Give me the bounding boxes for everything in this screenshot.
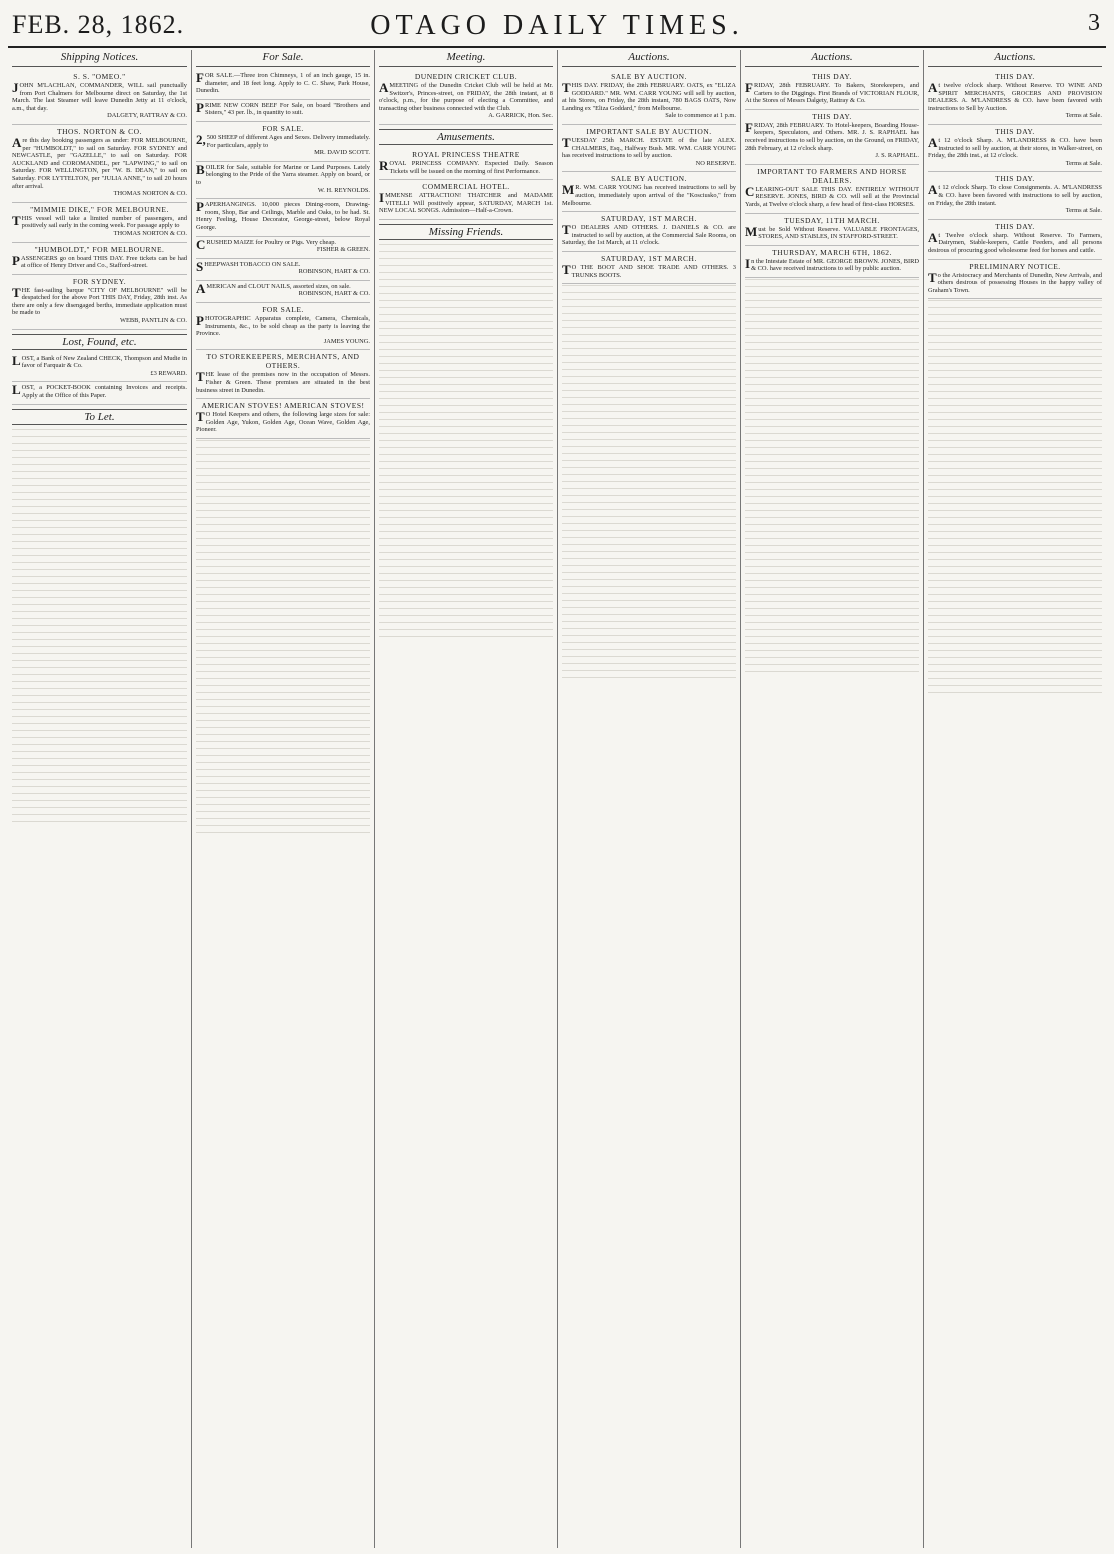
ad-signature: FISHER & GREEN. xyxy=(316,246,370,254)
ad-body: PRIME NEW CORN BEEF For Sale, on board "Brothers and Sisters," 43 per. lb., in quantity to suit. xyxy=(196,99,370,117)
column-header: Auctions. xyxy=(745,50,919,67)
small-print-text xyxy=(928,299,1102,699)
small-print-text xyxy=(379,243,553,643)
advertisement xyxy=(196,199,370,236)
ad-signature: THOMAS NORTON & CO. xyxy=(113,229,187,237)
column xyxy=(374,50,557,1548)
ad-body: At twelve o'clock sharp. Without Reserve. TO WINE AND SPIRIT MERCHANTS, GROCERS AND PROVISION DEALERS. A. M'LANDRESS & CO. have been favored with instructions to Sell by Auction. xyxy=(928,80,1102,112)
ad-signature: MR. DAVID SCOTT. xyxy=(314,149,370,157)
ad-title: SATURDAY, 1ST MARCH. xyxy=(601,253,697,263)
advertisement xyxy=(562,172,736,212)
section-header: Lost, Found, etc. xyxy=(12,334,187,350)
ad-signature: THOMAS NORTON & CO. xyxy=(113,190,187,198)
ad-signature: J. S. RAPHAEL. xyxy=(875,152,919,160)
ad-body: TO Hotel Keepers and others, the following large sizes for sale: Golden Age, Yukon, Golden Age, Ocean Wave, Golden Age, Pioneer. xyxy=(196,409,370,434)
ad-body: TUESDAY 25th MARCH. ESTATE of the late ALEX. CHALMERS, Esq., Halfway Bush. MR. WM. CARR YOUNG has received instructions to sell by auction. xyxy=(562,134,736,160)
ad-signature: NO RESERVE. xyxy=(695,159,736,167)
ad-signature: ROBINSON, HART & CO. xyxy=(298,290,370,298)
advertisement xyxy=(745,70,919,110)
ad-signature: Terms at Sale. xyxy=(1065,207,1102,215)
ad-body: THIS DAY. FRIDAY, the 28th FEBRUARY. OATS, ex "ELIZA GODDARD." MR. WM. CARR YOUNG will sell by auction, at his Stores, on Friday, the 28th instant, 780 BAGS OATS, Now Landing ex "Eliza Goddard," from Melbourne. xyxy=(562,80,736,112)
advertisement xyxy=(745,246,919,278)
advertisement xyxy=(745,214,919,246)
column-header: For Sale. xyxy=(196,50,370,67)
section-header: Missing Friends. xyxy=(379,224,553,240)
ad-title: THIS DAY. xyxy=(995,174,1035,184)
ad-title: SALE BY AUCTION. xyxy=(611,72,687,81)
advertisement xyxy=(12,275,187,330)
ad-title: TO STOREKEEPERS, MERCHANTS, AND OTHERS. xyxy=(206,352,360,371)
ad-title: THOS. NORTON & CO. xyxy=(57,126,142,136)
advertisement xyxy=(12,353,187,383)
advertisement xyxy=(12,243,187,275)
ad-body: LOST, a POCKET-BOOK containing Invoices and receipts. Apply at the Office of this Paper. xyxy=(12,382,187,400)
ad-body: CLEARING-OUT SALE THIS DAY. ENTIRELY WITHOUT RESERVE. JONES, BIRD & CO. will sell at the Provincial Yards, at Twelve o'clock sharp, a few head of first-class HORSES. xyxy=(745,183,919,208)
ad-body: At Twelve o'clock sharp. Without Reserve. To Farmers, Dairymen, Stable-keepers, Cattle Feeders, and all persons desirous of procuring good wholesome feed for horses and cattle. xyxy=(928,229,1102,254)
ad-body: BOILER for Sale, suitable for Marine or Land Purposes. Lately belonging to the Pride of the Yarra steamer. Apply on board, or to xyxy=(196,161,370,186)
newspaper-title: OTAGO DAILY TIMES. xyxy=(370,10,744,41)
ad-body: At 12 o'clock Sharp. A. M'LANDRESS & CO. have been instructed to sell by auction, at their stores, in Walker-street, on Friday, the 28th inst., at 12 o'clock. xyxy=(928,134,1102,160)
ad-title: IMPORTANT TO FARMERS AND HORSE DEALERS. xyxy=(757,166,907,185)
column xyxy=(740,50,923,1548)
ad-body: FOR SALE.—Three iron Chimneys, 1 of an inch gauge, 15 in. diameter, and 18 feet long. Apply to C. C. Shaw, Park House, Dunedin. xyxy=(196,70,370,95)
ad-body: Must be Sold Without Reserve. VALUABLE FRONTAGES, STORES, AND STABLES, IN STAFFORD-STREET. xyxy=(745,223,919,241)
advertisement xyxy=(928,220,1102,260)
ad-body: IMMENSE ATTRACTION! THATCHER and MADAME VITELLI Will positively appear, SATURDAY, MARCH 1st. NEW LOCAL SONGS. Admission—Half-a-Crown. xyxy=(379,190,553,215)
ad-body: Are this day booking passengers as under: FOR MELBOURNE, per "HUMBOLDT," to sail on Saturday. FOR SYDNEY and NEWCASTLE, per "GAZELLE," to sail on Saturday. FOR AUCKLAND and COROMANDEL, per "LAPWING," to sail on Saturday. FOR WELLINGTON, per "W. B. DEAN," to sail on Saturday. FOR LYTTELTON, per "JULIA ANNE," to sail 20 hours after arrival. xyxy=(12,134,187,190)
ad-title: ROYAL PRINCESS THEATRE xyxy=(412,149,520,159)
advertisement xyxy=(196,70,370,100)
ad-body: LOST, a Bank of New Zealand CHECK, Thompson and Mudie in favor of Farquair & Co. xyxy=(12,352,187,370)
ad-body: JOHN M'LACHLAN, COMMANDER, WILL sail punctually from Port Chalmers for Melbourne direct on Saturday, the 1st March. The last Steamer will leave Dunedin Jetty at 11 o'clock, a.m., that day. xyxy=(12,80,187,112)
ad-title: FOR SALE. xyxy=(262,305,304,315)
ad-signature: JAMES YOUNG. xyxy=(323,337,370,345)
ad-title: AMERICAN STOVES! AMERICAN STOVES! xyxy=(201,401,365,411)
advertisement xyxy=(928,70,1102,125)
column-header: Shipping Notices. xyxy=(12,50,187,67)
ad-body: PHOTOGRAPHIC Apparatus complete, Camera, Chemicals, Instruments, &c., to be sold cheap as the party is leaving the Province. xyxy=(196,313,370,338)
ad-title: TUESDAY, 11TH MARCH. xyxy=(784,215,880,225)
ad-body: PASSENGERS go on board THIS DAY. Free tickets can be had at office of Henry Driver and Co., Stafford-street. xyxy=(12,252,187,270)
ad-title: THIS DAY. xyxy=(995,126,1035,136)
ad-title: THIS DAY. xyxy=(995,221,1035,231)
ad-body: In the Intestate Estate of MR. GEORGE BROWN. JONES, BIRD & CO. have received instructions to sell by public auction. xyxy=(745,255,919,273)
ad-body: At 12 o'clock Sharp. To close Consignments. A. M'LANDRESS & CO. have been favored with instructions to sell by auction, on Friday, the 28th instant. xyxy=(928,182,1102,207)
column xyxy=(557,50,740,1548)
small-print-text xyxy=(562,284,736,684)
ad-title: S. S. "OMEO." xyxy=(73,72,126,81)
advertisement xyxy=(928,125,1102,172)
small-print-text xyxy=(196,439,370,839)
ad-body: 2,500 SHEEP of different Ages and Sexes. Delivery immediately. For particulars, apply to xyxy=(196,131,370,149)
ad-body: FRIDAY, 28th FEBRUARY. To Bakers, Storekeepers, and Carters to the Diggings. First Brands of VICTORIAN FLOUR, At the Stores of Messrs Dalgety, Rattray & Co. xyxy=(745,80,919,105)
advertisement xyxy=(196,237,370,259)
advertisement xyxy=(196,281,370,303)
ad-title: FOR SYDNEY. xyxy=(72,276,127,286)
columns xyxy=(8,50,1106,1548)
column xyxy=(923,50,1106,1548)
masthead xyxy=(8,6,1106,48)
advertisement xyxy=(928,260,1102,300)
ad-title: PRELIMINARY NOTICE. xyxy=(969,261,1061,271)
ad-body: ROYAL PRINCESS COMPANY. Expected Daily. Season Tickets will be issued on the morning of first Performance. xyxy=(379,157,553,175)
ad-title: THURSDAY, MARCH 6TH, 1862. xyxy=(772,247,892,257)
advertisement xyxy=(562,212,736,252)
advertisement xyxy=(745,110,919,165)
column-header: Auctions. xyxy=(928,50,1102,67)
ad-signature: DALGETY, RATTRAY & CO. xyxy=(107,112,187,120)
ad-body: TO DEALERS AND OTHERS. J. DANIELS & CO. are instructed to sell by auction, at the Commercial Sale Rooms, on Saturday, the 1st March, at 11 o'clock. xyxy=(562,222,736,247)
ad-title: SATURDAY, 1ST MARCH. xyxy=(601,214,697,224)
ad-body: PAPERHANGINGS. 10,000 pieces Dining-room, Drawing-room, Shop, Bar and Ceilings, Marble and Oaks, to be had. St. Henry Feeling, House Decorator, George-street, below Royal George. xyxy=(196,199,370,231)
ad-signature: A. GARRICK, Hon. Sec. xyxy=(488,112,553,120)
column xyxy=(8,50,191,1548)
ad-body: THE fast-sailing barque "CITY OF MELBOURNE" will be despatched for the above Port THIS DAY, Friday, 28th inst. As there are only a few disengaged berths, immediate application must be made to xyxy=(12,284,187,317)
column-header: Auctions. xyxy=(562,50,736,67)
advertisement xyxy=(196,350,370,399)
advertisement xyxy=(12,203,187,243)
ad-title: "MIMMIE DIKE," FOR MELBOURNE. xyxy=(30,204,169,214)
advertisement xyxy=(196,259,370,281)
ad-title: "HUMBOLDT," FOR MELBOURNE. xyxy=(34,244,165,254)
advertisement xyxy=(196,122,370,162)
ad-body: TO THE BOOT AND SHOE TRADE AND OTHERS. 3 TRUNKS BOOTS. xyxy=(562,261,736,279)
ad-title: DUNEDIN CRICKET CLUB. xyxy=(414,72,518,81)
column xyxy=(191,50,374,1548)
advertisement xyxy=(196,399,370,439)
ad-body: To the Aristocracy and Merchants of Dunedin, New Arrivals, and others desirous of possessing Houses in the happy valley of Graham's Town. xyxy=(928,269,1102,294)
issue-date: FEB. 28, 1862. xyxy=(12,10,185,39)
ad-signature: W. H. REYNOLDS. xyxy=(317,186,370,194)
ad-title: THIS DAY. xyxy=(812,72,852,81)
ad-signature: Terms at Sale. xyxy=(1065,159,1102,167)
column-header: Meeting. xyxy=(379,50,553,67)
ad-title: THIS DAY. xyxy=(995,72,1035,81)
ad-title: COMMERCIAL HOTEL. xyxy=(422,182,510,192)
ad-body: MR. WM. CARR YOUNG has received instructions to sell by auction, immediately upon arrival of the "Kosciusko," from Melbourne. xyxy=(562,182,736,207)
advertisement xyxy=(379,70,553,125)
advertisement xyxy=(196,100,370,122)
ad-signature: WEBB, PANTLIN & CO. xyxy=(119,317,187,325)
advertisement xyxy=(379,148,553,180)
advertisement xyxy=(196,303,370,350)
ad-signature: Terms at Sale. xyxy=(1065,112,1102,120)
advertisement xyxy=(562,70,736,125)
ad-signature: ROBINSON, HART & CO. xyxy=(298,268,370,276)
advertisement xyxy=(928,172,1102,219)
ad-signature: Sale to commence at 1 p.m. xyxy=(665,112,736,120)
advertisement xyxy=(12,70,187,125)
ad-body: THE lease of the premises now in the occupation of Messrs. Fisher & Green. These premises are situated in the best business street in Dunedin. xyxy=(196,369,370,394)
advertisement xyxy=(379,180,553,220)
ad-body: AMEETING of the Dunedin Cricket Club will be held at Mr. Switzer's, Princes-street, on FRIDAY, the 28th instant, at 8 o'clock, p.m., for the purpose of electing a Committee, and transacting other business connected with the Club. xyxy=(379,80,553,112)
small-print-text xyxy=(745,278,919,678)
ad-body: FRIDAY, 28th FEBRUARY. To Hotel-keepers, Boarding House-keepers, Speculators, and Others. MR. J. S. RAPHAEL has received instructions to sell by auction, on the Ground, on FRIDAY, 28th February, at 12 o'clock sharp. xyxy=(745,119,919,152)
small-print-text xyxy=(12,428,187,828)
advertisement xyxy=(12,125,187,203)
ad-body: THIS vessel will take a limited number of passengers, and positively sail early in the coming week. For passage apply to xyxy=(12,212,187,230)
ad-body: AMERICAN and CLOUT NAILS, assorted sizes, on sale. xyxy=(196,280,351,296)
page-number: 3 xyxy=(1088,10,1100,36)
ad-title: FOR SALE. xyxy=(262,123,304,133)
advertisement xyxy=(196,162,370,199)
ad-title: IMPORTANT SALE BY AUCTION. xyxy=(586,126,712,136)
ad-title: SALE BY AUCTION. xyxy=(611,174,687,184)
ad-title: THIS DAY. xyxy=(812,111,852,121)
advertisement xyxy=(562,125,736,172)
ad-signature: £3 REWARD. xyxy=(150,369,187,377)
section-header: To Let. xyxy=(12,409,187,425)
section-header: Amusements. xyxy=(379,129,553,145)
advertisement xyxy=(12,382,187,404)
ad-body: CRUSHED MAIZE for Poultry or Pigs. Very cheap. xyxy=(196,236,337,252)
ad-body: SHEEPWASH TOBACCO ON SALE. xyxy=(196,258,301,274)
advertisement xyxy=(745,165,919,214)
advertisement xyxy=(562,252,736,284)
